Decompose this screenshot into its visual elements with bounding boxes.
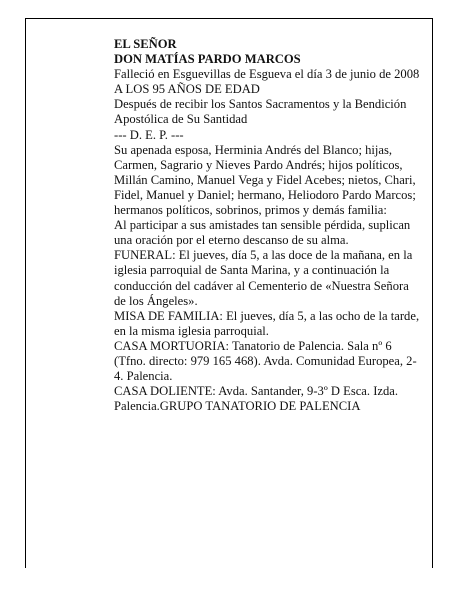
funeral-info: FUNERAL: El jueves, día 5, a las doce de la mañana, en la iglesia parroquial de Santa Marina, y a continuación la conducción del cadáver al Cementerio de «Nuestra Señora de los Ángeles». [114, 248, 413, 308]
death-statement: Falleció en Esguevillas de Esgueva el día 3 de junio de 2008 [114, 67, 420, 82]
age-statement: A LOS 95 AÑOS DE EDAD [114, 82, 260, 97]
mortuary-info: CASA MORTUORIA: Tanatorio de Palencia. Sala nº 6 (Tfno. directo: 979 165 468). Avda. Comunidad Europea, 2-4. Palencia. [114, 338, 417, 384]
prayer-request: Al participar a sus amistades tan sensible pérdida, suplican una oración por el eterno descanso de su alma. [114, 218, 411, 248]
obituary-notice [114, 37, 420, 414]
sacraments-statement: Después de recibir los Santos Sacramentos y la Bendición Apostólica de Su Santidad [114, 97, 407, 127]
title-senor: EL SEÑOR [114, 37, 177, 51]
mourning-house-info: CASA DOLIENTE: Avda. Santander, 9-3º D Esca. Izda. Palencia.GRUPO TANATORIO DE PALENCIA [114, 384, 399, 414]
family-list: Su apenada esposa, Herminia Andrés del Blanco; hijas, Carmen, Sagrario y Nieves Pardo Andrés; hijos políticos, Millán Camino, Manuel Vega y Fidel Acebes; nietos, Chari, Fidel, Manuel y Daniel; hermano, Heliodoro Pardo Marcos; hermanos políticos, sobrinos, primos y demás familia: [114, 142, 416, 218]
family-mass-info: MISA DE FAMILIA: El jueves, día 5, a las ocho de la tarde, en la misma iglesia parroquial. [114, 308, 420, 338]
dep-line: --- D. E. P. --- [114, 127, 184, 142]
deceased-name: DON MATÍAS PARDO MARCOS [114, 52, 301, 67]
